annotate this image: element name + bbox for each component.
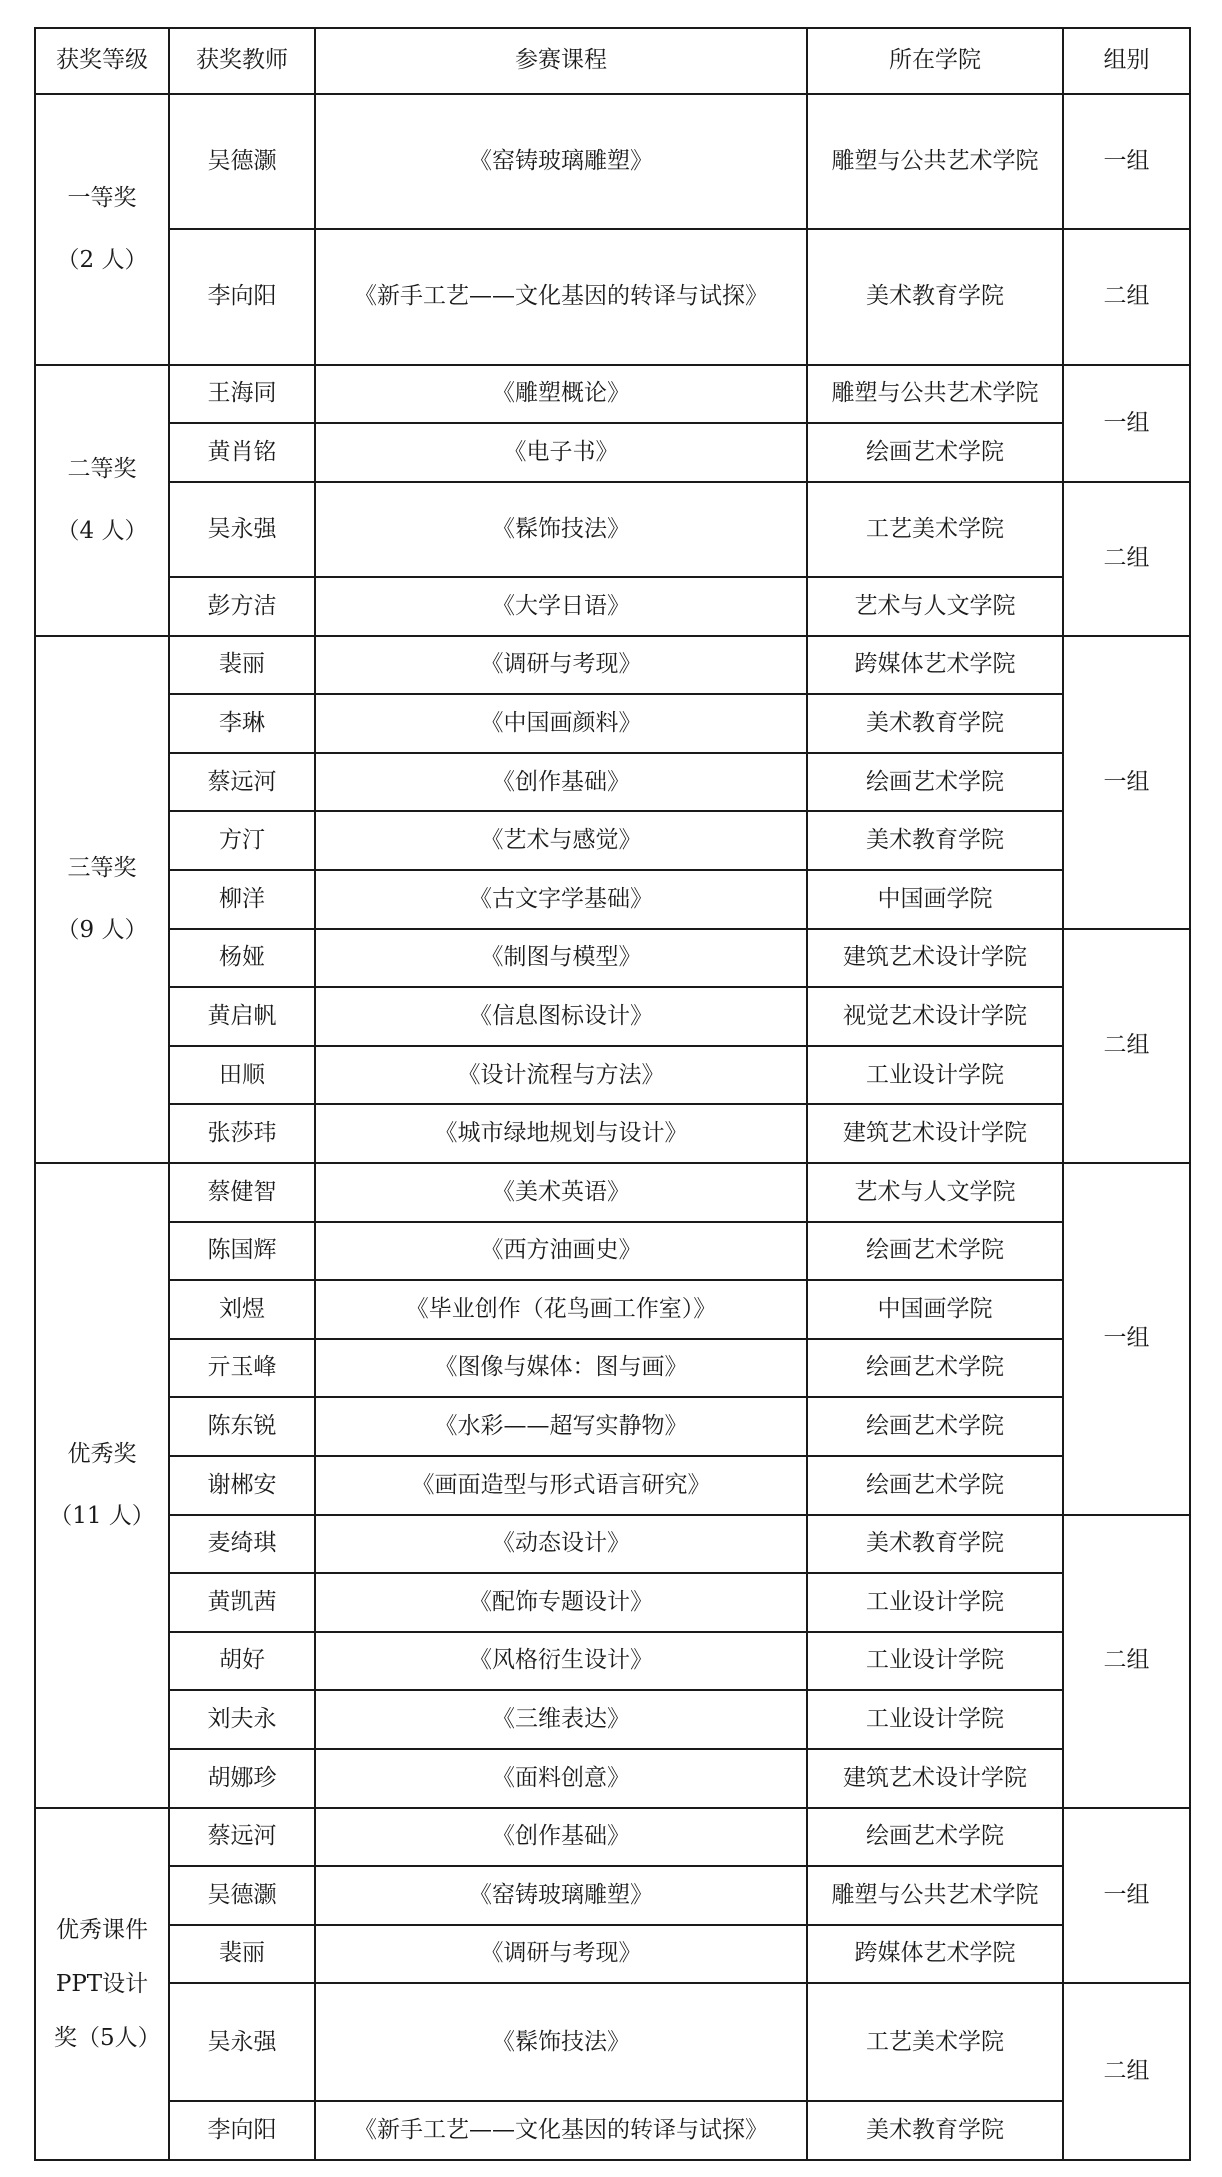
teacher-cell: 亓玉峰: [169, 1339, 315, 1398]
teacher-cell: 李琳: [169, 694, 315, 753]
teacher-cell: 陈东锐: [169, 1397, 315, 1456]
award-level-name: 二等奖: [67, 456, 137, 483]
teacher-cell: 裴丽: [169, 1925, 315, 1984]
college-cell: 工业设计学院: [807, 1632, 1063, 1691]
course-cell: 《新手工艺——文化基因的转译与试探》: [315, 229, 807, 364]
college-cell: 艺术与人文学院: [807, 1163, 1063, 1222]
award-level-count: （11 人）: [49, 1503, 155, 1530]
course-cell: 《面料创意》: [315, 1749, 807, 1808]
header-group: 组别: [1063, 28, 1190, 94]
table-row: [35, 1046, 1190, 1105]
table-row: [35, 1280, 1190, 1339]
table-row: [35, 694, 1190, 753]
teacher-cell: 黄肖铭: [169, 423, 315, 482]
table-row: [35, 1983, 1190, 2101]
award-level-name: 优秀课件PPT设计奖（5人）: [54, 1916, 161, 2051]
header-row: [35, 28, 1190, 94]
course-cell: 《调研与考现》: [315, 636, 807, 695]
award-level-count: （2 人）: [56, 247, 148, 274]
header-college: 所在学院: [807, 28, 1063, 94]
table-row: [35, 2101, 1190, 2160]
group-cell: 一组: [1063, 365, 1190, 482]
college-cell: 雕塑与公共艺术学院: [807, 94, 1063, 229]
table-row: [35, 1222, 1190, 1281]
table-row: [35, 423, 1190, 482]
college-cell: 建筑艺术设计学院: [807, 1749, 1063, 1808]
teacher-cell: 刘煜: [169, 1280, 315, 1339]
course-cell: 《动态设计》: [315, 1515, 807, 1574]
group-cell: 二组: [1063, 1515, 1190, 1808]
award-level-cell: [35, 1808, 169, 2160]
college-cell: 雕塑与公共艺术学院: [807, 1866, 1063, 1925]
table-row: [35, 1104, 1190, 1163]
college-cell: 美术教育学院: [807, 1515, 1063, 1574]
award-level-name: 三等奖: [67, 855, 137, 882]
table-row: [35, 636, 1190, 695]
college-cell: 视觉艺术设计学院: [807, 987, 1063, 1046]
award-level-name: 优秀奖: [67, 1441, 137, 1468]
course-cell: 《画面造型与形式语言研究》: [315, 1456, 807, 1515]
table-row: [35, 1866, 1190, 1925]
teacher-cell: 蔡远河: [169, 753, 315, 812]
teacher-cell: 蔡远河: [169, 1808, 315, 1867]
course-cell: 《中国画颜料》: [315, 694, 807, 753]
table-row: [35, 929, 1190, 988]
teacher-cell: 方汀: [169, 811, 315, 870]
college-cell: 建筑艺术设计学院: [807, 929, 1063, 988]
course-cell: 《水彩——超写实静物》: [315, 1397, 807, 1456]
course-cell: 《美术英语》: [315, 1163, 807, 1222]
college-cell: 美术教育学院: [807, 2101, 1063, 2160]
teacher-cell: 胡好: [169, 1632, 315, 1691]
table-row: [35, 987, 1190, 1046]
teacher-cell: 黄凯茜: [169, 1573, 315, 1632]
teacher-cell: 黄启帆: [169, 987, 315, 1046]
teacher-cell: 吴永强: [169, 1983, 315, 2101]
teacher-cell: 胡娜珍: [169, 1749, 315, 1808]
award-level-name: 一等奖: [67, 185, 137, 212]
award-level-cell: [35, 365, 169, 636]
group-cell: 二组: [1063, 1983, 1190, 2160]
teacher-cell: 刘夫永: [169, 1690, 315, 1749]
teacher-cell: 吴德灏: [169, 94, 315, 229]
college-cell: 绘画艺术学院: [807, 1456, 1063, 1515]
course-cell: 《艺术与感觉》: [315, 811, 807, 870]
table-row: [35, 1808, 1190, 1867]
college-cell: 美术教育学院: [807, 811, 1063, 870]
course-cell: 《三维表达》: [315, 1690, 807, 1749]
teacher-cell: 麦绮琪: [169, 1515, 315, 1574]
table-row: [35, 811, 1190, 870]
college-cell: 中国画学院: [807, 870, 1063, 929]
college-cell: 建筑艺术设计学院: [807, 1104, 1063, 1163]
college-cell: 工艺美术学院: [807, 482, 1063, 577]
group-cell: 一组: [1063, 94, 1190, 229]
college-cell: 绘画艺术学院: [807, 1222, 1063, 1281]
college-cell: 中国画学院: [807, 1280, 1063, 1339]
group-cell: 一组: [1063, 636, 1190, 929]
teacher-cell: 田顺: [169, 1046, 315, 1105]
course-cell: 《髹饰技法》: [315, 1983, 807, 2101]
award-table: [34, 27, 1191, 2161]
table-row: [35, 1632, 1190, 1691]
teacher-cell: 彭方洁: [169, 577, 315, 636]
teacher-cell: 李向阳: [169, 2101, 315, 2160]
table-row: [35, 229, 1190, 364]
table-row: [35, 1397, 1190, 1456]
course-cell: 《创作基础》: [315, 1808, 807, 1867]
college-cell: 绘画艺术学院: [807, 423, 1063, 482]
teacher-cell: 蔡健智: [169, 1163, 315, 1222]
teacher-cell: 李向阳: [169, 229, 315, 364]
course-cell: 《髹饰技法》: [315, 482, 807, 577]
course-cell: 《配饰专题设计》: [315, 1573, 807, 1632]
course-cell: 《古文字学基础》: [315, 870, 807, 929]
course-cell: 《创作基础》: [315, 753, 807, 812]
course-cell: 《电子书》: [315, 423, 807, 482]
table-row: [35, 1749, 1190, 1808]
table-body: [35, 94, 1190, 2160]
teacher-cell: 杨娅: [169, 929, 315, 988]
course-cell: 《城市绿地规划与设计》: [315, 1104, 807, 1163]
table-row: [35, 482, 1190, 577]
college-cell: 美术教育学院: [807, 229, 1063, 364]
table-row: [35, 365, 1190, 424]
teacher-cell: 吴永强: [169, 482, 315, 577]
college-cell: 雕塑与公共艺术学院: [807, 365, 1063, 424]
course-cell: 《图像与媒体：图与画》: [315, 1339, 807, 1398]
award-level-count: （4 人）: [56, 518, 148, 545]
course-cell: 《调研与考现》: [315, 1925, 807, 1984]
college-cell: 工业设计学院: [807, 1573, 1063, 1632]
teacher-cell: 王海同: [169, 365, 315, 424]
award-level-cell: [35, 94, 169, 365]
course-cell: 《雕塑概论》: [315, 365, 807, 424]
award-level-cell: [35, 1163, 169, 1808]
college-cell: 绘画艺术学院: [807, 1808, 1063, 1867]
table-row: [35, 1339, 1190, 1398]
group-cell: 二组: [1063, 929, 1190, 1163]
group-cell: 一组: [1063, 1163, 1190, 1515]
table-row: [35, 870, 1190, 929]
group-cell: 二组: [1063, 229, 1190, 364]
college-cell: 绘画艺术学院: [807, 1339, 1063, 1398]
group-cell: 二组: [1063, 482, 1190, 636]
course-cell: 《制图与模型》: [315, 929, 807, 988]
award-level-count: （9 人）: [56, 917, 148, 944]
course-cell: 《大学日语》: [315, 577, 807, 636]
course-cell: 《毕业创作（花鸟画工作室）》: [315, 1280, 807, 1339]
table-row: [35, 1690, 1190, 1749]
course-cell: 《信息图标设计》: [315, 987, 807, 1046]
college-cell: 美术教育学院: [807, 694, 1063, 753]
teacher-cell: 张莎玮: [169, 1104, 315, 1163]
course-cell: 《窑铸玻璃雕塑》: [315, 1866, 807, 1925]
college-cell: 跨媒体艺术学院: [807, 636, 1063, 695]
table-row: [35, 577, 1190, 636]
course-cell: 《新手工艺——文化基因的转译与试探》: [315, 2101, 807, 2160]
course-cell: 《西方油画史》: [315, 1222, 807, 1281]
table-row: [35, 1515, 1190, 1574]
table-row: [35, 1163, 1190, 1222]
teacher-cell: 吴德灏: [169, 1866, 315, 1925]
table-row: [35, 1573, 1190, 1632]
teacher-cell: 柳洋: [169, 870, 315, 929]
header-teacher: 获奖教师: [169, 28, 315, 94]
college-cell: 艺术与人文学院: [807, 577, 1063, 636]
header-course: 参赛课程: [315, 28, 807, 94]
table-row: [35, 94, 1190, 229]
college-cell: 工业设计学院: [807, 1690, 1063, 1749]
course-cell: 《设计流程与方法》: [315, 1046, 807, 1105]
college-cell: 工艺美术学院: [807, 1983, 1063, 2101]
college-cell: 绘画艺术学院: [807, 1397, 1063, 1456]
table-row: [35, 753, 1190, 812]
course-cell: 《窑铸玻璃雕塑》: [315, 94, 807, 229]
college-cell: 工业设计学院: [807, 1046, 1063, 1105]
teacher-cell: 谢郴安: [169, 1456, 315, 1515]
table-row: [35, 1456, 1190, 1515]
table-row: [35, 1925, 1190, 1984]
award-level-cell: [35, 636, 169, 1163]
college-cell: 跨媒体艺术学院: [807, 1925, 1063, 1984]
course-cell: 《风格衍生设计》: [315, 1632, 807, 1691]
teacher-cell: 陈国辉: [169, 1222, 315, 1281]
group-cell: 一组: [1063, 1808, 1190, 1984]
header-level: 获奖等级: [35, 28, 169, 94]
teacher-cell: 裴丽: [169, 636, 315, 695]
college-cell: 绘画艺术学院: [807, 753, 1063, 812]
